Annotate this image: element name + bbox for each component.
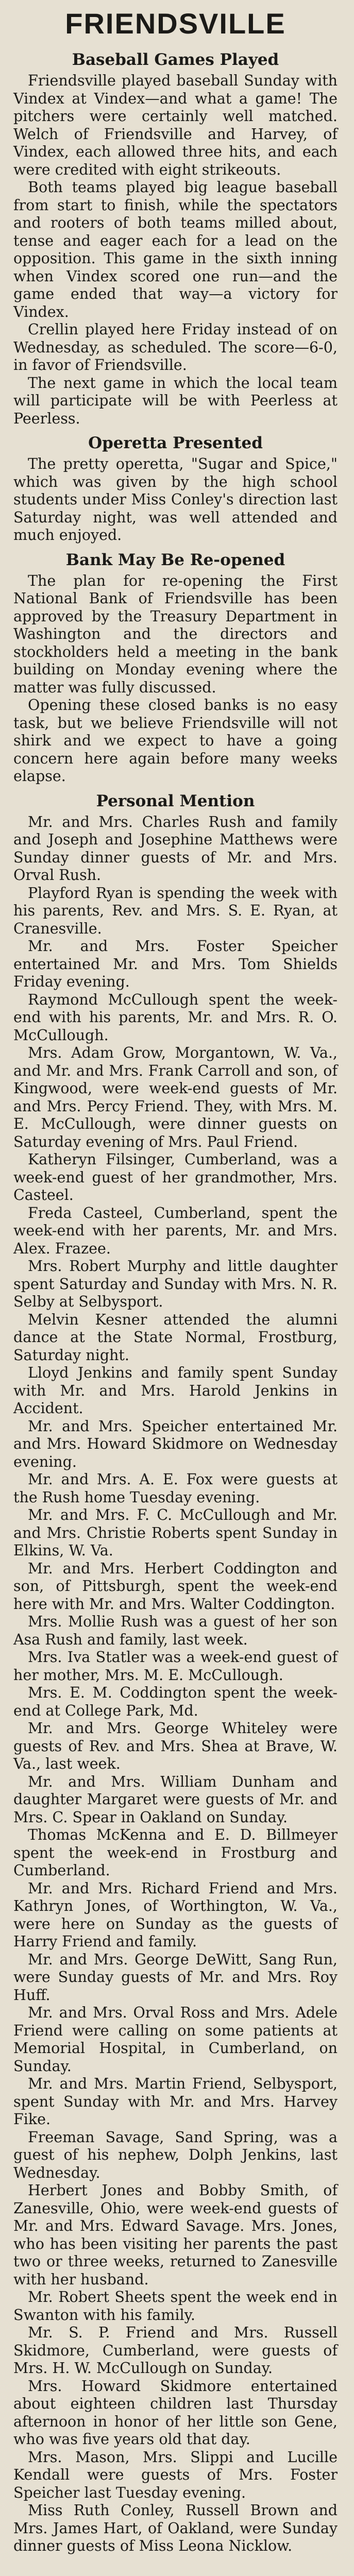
- personal-paragraph: Mr. and Mrs. Speicher entertained Mr. and Mrs. Howard Skidmore on Wednesday evening.: [13, 1417, 338, 1470]
- bank-paragraph: Opening these closed banks is no easy task, but we believe Friendsville will not shirk and we expect to have a going concern here again before many weeks elapse.: [13, 697, 338, 785]
- section-operetta: [13, 433, 338, 545]
- section-bank: [13, 550, 338, 786]
- personal-paragraph: Mrs. Mason, Mrs. Slippi and Lucille Kendall were guests of Mrs. Foster Speicher last Tuesday evening.: [13, 2448, 338, 2501]
- personal-headline: Personal Mention: [96, 791, 255, 810]
- baseball-headline: Baseball Games Played: [72, 50, 279, 69]
- personal-paragraph: Playford Ryan is spending the week with his parents, Rev. and Mrs. S. E. Ryan, at Cranesville.: [13, 884, 338, 937]
- bank-headline: Bank May Be Re-opened: [65, 550, 285, 569]
- section-personal: [13, 791, 338, 2555]
- personal-paragraph: Mrs. E. M. Coddington spent the week-end at College Park, Md.: [13, 1684, 338, 1719]
- personal-paragraph: Freeman Savage, Sand Spring, was a guest of his nephew, Dolph Jenkins, last Wednesday.: [13, 2128, 338, 2181]
- personal-paragraph: Mr. and Mrs. Richard Friend and Mrs. Kathryn Jones, of Worthington, W. Va., were here on Sunday as the guests of Harry Friend and family.: [13, 1879, 338, 1950]
- personal-paragraph: Mrs. Iva Statler was a week-end guest of her mother, Mrs. M. E. McCullough.: [13, 1649, 338, 1684]
- masthead: FRIENDSVILLE: [65, 7, 286, 40]
- personal-paragraph: Katheryn Filsinger, Cumberland, was a week-end guest of her grandmother, Mrs. Casteel.: [13, 1151, 338, 1204]
- personal-paragraph: Mr. Robert Sheets spent the week end in Swanton with his family.: [13, 2289, 338, 2324]
- personal-paragraph: Mrs. Robert Murphy and little daughter spent Saturday and Sunday with Mrs. N. R. Selby at Selbysport.: [13, 1258, 338, 1310]
- personal-paragraph: Freda Casteel, Cumberland, spent the week-end with her parents, Mr. and Mrs. Alex. Frazee.: [13, 1204, 338, 1257]
- personal-paragraph: Mr. and Mrs. A. E. Fox were guests at the Rush home Tuesday evening.: [13, 1471, 338, 1506]
- personal-paragraph: Mr. and Mrs. F. C. McCullough and Mr. and Mrs. Christie Roberts spent Sunday in Elkins, W. Va.: [13, 1506, 338, 1559]
- personal-paragraph: Miss Ruth Conley, Russell Brown and Mrs. James Hart, of Oakland, were Sunday dinner guests of Miss Leona Nicklow.: [13, 2502, 338, 2554]
- operetta-paragraph: The pretty operetta, "Sugar and Spice," which was given by the high school students under Miss Conley's direction last Saturday night, was well attended and much enjoyed.: [13, 455, 338, 544]
- personal-paragraph: Mr. and Mrs. William Dunham and daughter Margaret were guests of Mr. and Mrs. C. Spear in Oakland on Sunday.: [13, 1773, 338, 1826]
- personal-paragraph: Thomas McKenna and E. D. Billmeyer spent the week-end in Frostburg and Cumberland.: [13, 1826, 338, 1879]
- baseball-paragraph: Crellin played here Friday instead of on Wednesday, as scheduled. The score—6-0, in favor of Friendsville.: [13, 321, 338, 374]
- baseball-paragraph: Both teams played big league baseball from start to finish, while the spectators and rooters of both teams milled about, tense and eager each for a lead on the opposition. This game in the sixth inning when Vindex scored one run—and the game ended that way—a victory for Vindex.: [13, 179, 338, 320]
- personal-paragraph: Mr. and Mrs. Martin Friend, Selbysport, spent Sunday with Mr. and Mrs. Harvey Fike.: [13, 2075, 338, 2128]
- personal-paragraph: Mr. and Mrs. George DeWitt, Sang Run, were Sunday guests of Mr. and Mrs. Roy Huff.: [13, 1951, 338, 2004]
- baseball-paragraph: Friendsville played baseball Sunday with Vindex at Vindex—and what a game! The pitchers were certainly well matched. Welch of Friendsville and Harvey, of Vindex, each allowed three hits, and each were credited with eight strikeouts.: [13, 72, 338, 178]
- baseball-paragraph: The next game in which the local team will participate will be with Peerless at Peerless.: [13, 374, 338, 427]
- personal-paragraph: Raymond McCullough spent the week-end with his parents, Mr. and Mrs. R. O. McCullough.: [13, 991, 338, 1044]
- personal-paragraph: Mr. and Mrs. Herbert Coddington and son, of Pittsburgh, spent the week-end here with Mr. and Mrs. Walter Coddington.: [13, 1560, 338, 1613]
- personal-paragraph: Mrs. Adam Grow, Morgantown, W. Va., and Mr. and Mrs. Frank Carroll and son, of Kingwood, were week-end guests of Mr. and Mrs. Percy Friend. They, with Mrs. M. E. McCullough, were dinner guests on Saturday evening of Mrs. Paul Friend.: [13, 1044, 338, 1150]
- personal-paragraph: Mr. and Mrs. Orval Ross and Mrs. Adele Friend were calling on some patients at Memorial Hospital, in Cumberland, on Sunday.: [13, 2004, 338, 2075]
- personal-paragraph: Mr. and Mrs. Charles Rush and family and Joseph and Josephine Matthews were Sunday dinner guests of Mr. and Mrs. Orval Rush.: [13, 813, 338, 884]
- personal-paragraph: Melvin Kesner attended the alumni dance at the State Normal, Frostburg, Saturday night.: [13, 1311, 338, 1364]
- operetta-headline: Operetta Presented: [88, 434, 263, 452]
- personal-paragraph: Mr. and Mrs. Foster Speicher entertained Mr. and Mrs. Tom Shields Friday evening.: [13, 938, 338, 990]
- personal-paragraph: Mrs. Howard Skidmore entertained about eighteen children last Thursday afternoon in honor of her little son Gene, who was five years old that day.: [13, 2377, 338, 2448]
- personal-paragraph: Mr. S. P. Friend and Mrs. Russell Skidmore, Cumberland, were guests of Mrs. H. W. McCullough on Sunday.: [13, 2324, 338, 2377]
- bank-paragraph: The plan for re-opening the First National Bank of Friendsville has been approved by the Treasury Department in Washington and the directors and stockholders held a meeting in the bank building on Monday evening where the matter was fully discussed.: [13, 572, 338, 696]
- section-baseball: [13, 49, 338, 428]
- personal-paragraph: Mr. and Mrs. George Whiteley were guests of Rev. and Mrs. Shea at Brave, W. Va., last week.: [13, 1720, 338, 1772]
- personal-paragraph: Herbert Jones and Bobby Smith, of Zanesville, Ohio, were week-end guests of Mr. and Mrs. Edward Savage. Mrs. Jones, who has been visiting her parents the past two or three weeks, returned to Zanesville with her husband.: [13, 2182, 338, 2288]
- personal-paragraph: Lloyd Jenkins and family spent Sunday with Mr. and Mrs. Harold Jenkins in Accident.: [13, 1364, 338, 1417]
- personal-paragraph: Mrs. Mollie Rush was a guest of her son Asa Rush and family, last week.: [13, 1613, 338, 1648]
